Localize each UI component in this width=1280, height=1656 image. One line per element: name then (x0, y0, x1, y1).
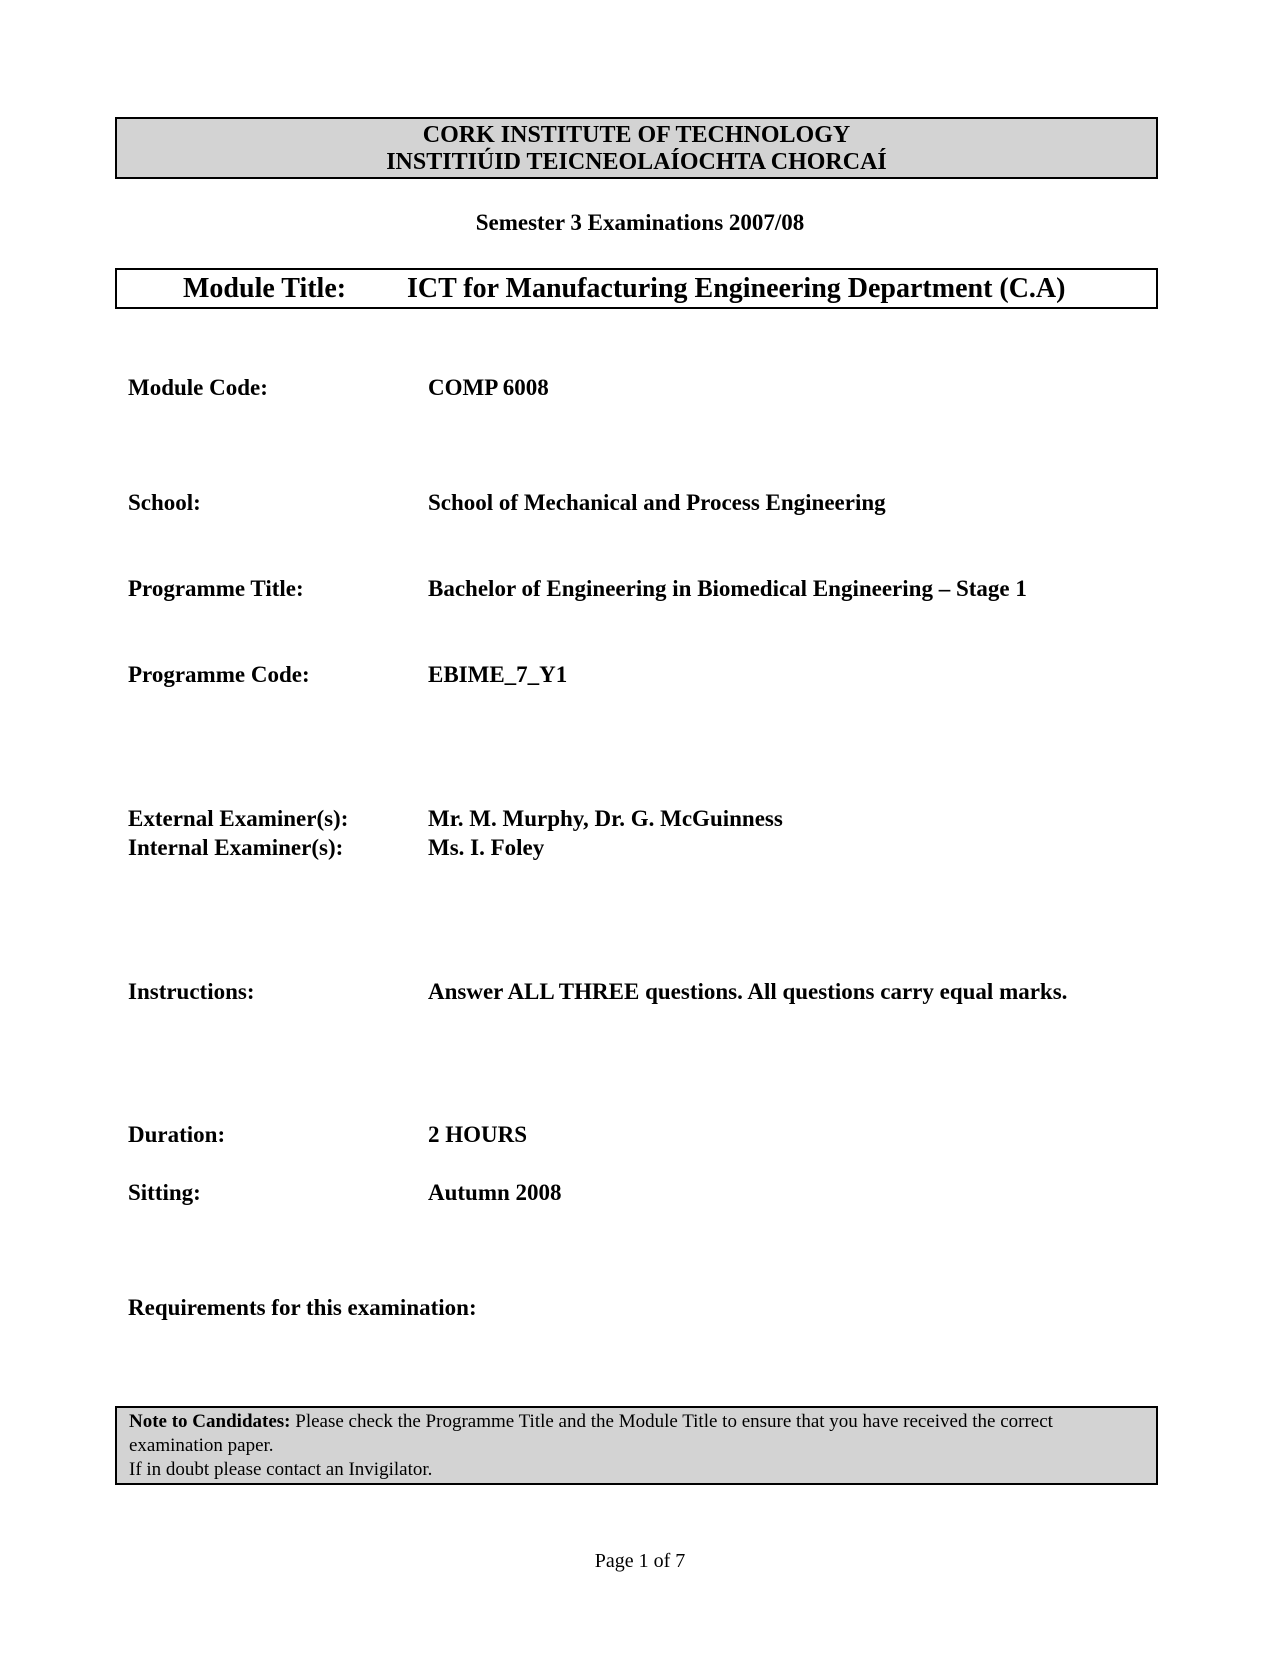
sitting-label: Sitting: (128, 1180, 201, 1205)
module-code-value: COMP 6008 (428, 375, 549, 400)
internal-examiners-label: Internal Examiner(s): (128, 835, 344, 860)
requirements-label: Requirements for this examination: (128, 1295, 477, 1320)
programme-title-label: Programme Title: (128, 576, 304, 601)
note-paragraph (129, 1410, 1146, 1458)
external-examiners-value: Mr. M. Murphy, Dr. G. McGuinness (428, 806, 783, 831)
note-label: Note to Candidates: (129, 1411, 291, 1432)
note-invigilator-text: If in doubt please contact an Invigilator. (129, 1459, 433, 1480)
module-code-label: Module Code: (128, 375, 268, 400)
note-to-candidates-box (115, 1406, 1158, 1485)
semester-heading: Semester 3 Examinations 2007/08 (475, 210, 805, 235)
duration-label: Duration: (128, 1122, 226, 1147)
duration-value: 2 HOURS (428, 1122, 528, 1147)
sitting-value: Autumn 2008 (428, 1180, 562, 1205)
programme-title-value: Bachelor of Engineering in Biomedical Engineering – Stage 1 (428, 576, 1027, 601)
module-title-box (115, 268, 1158, 309)
school-label: School: (128, 490, 201, 515)
note-text: Please check the Programme Title and the Module Title to ensure that you have received the correct examination paper. (129, 1411, 1053, 1456)
programme-code-value: EBIME_7_Y1 (428, 662, 568, 687)
instructions-label: Instructions: (128, 979, 255, 1004)
external-examiners-label: External Examiner(s): (128, 806, 349, 831)
module-title-value: ICT for Manufacturing Engineering Department (C.A) (407, 273, 1066, 304)
module-title-label: Module Title: (183, 273, 347, 304)
institution-name-english: CORK INSTITUTE OF TECHNOLOGY (422, 122, 851, 148)
instructions-value: Answer ALL THREE questions. All questions carry equal marks. (428, 979, 1068, 1004)
programme-code-label: Programme Code: (128, 662, 310, 687)
school-value: School of Mechanical and Process Engineering (428, 490, 886, 515)
institution-header (115, 117, 1158, 179)
page-number: Page 1 of 7 (594, 1550, 686, 1572)
internal-examiners-value: Ms. I. Foley (428, 835, 545, 860)
institution-name-irish: INSTITIÚID TEICNEOLAÍOCHTA CHORCAÍ (386, 149, 887, 175)
